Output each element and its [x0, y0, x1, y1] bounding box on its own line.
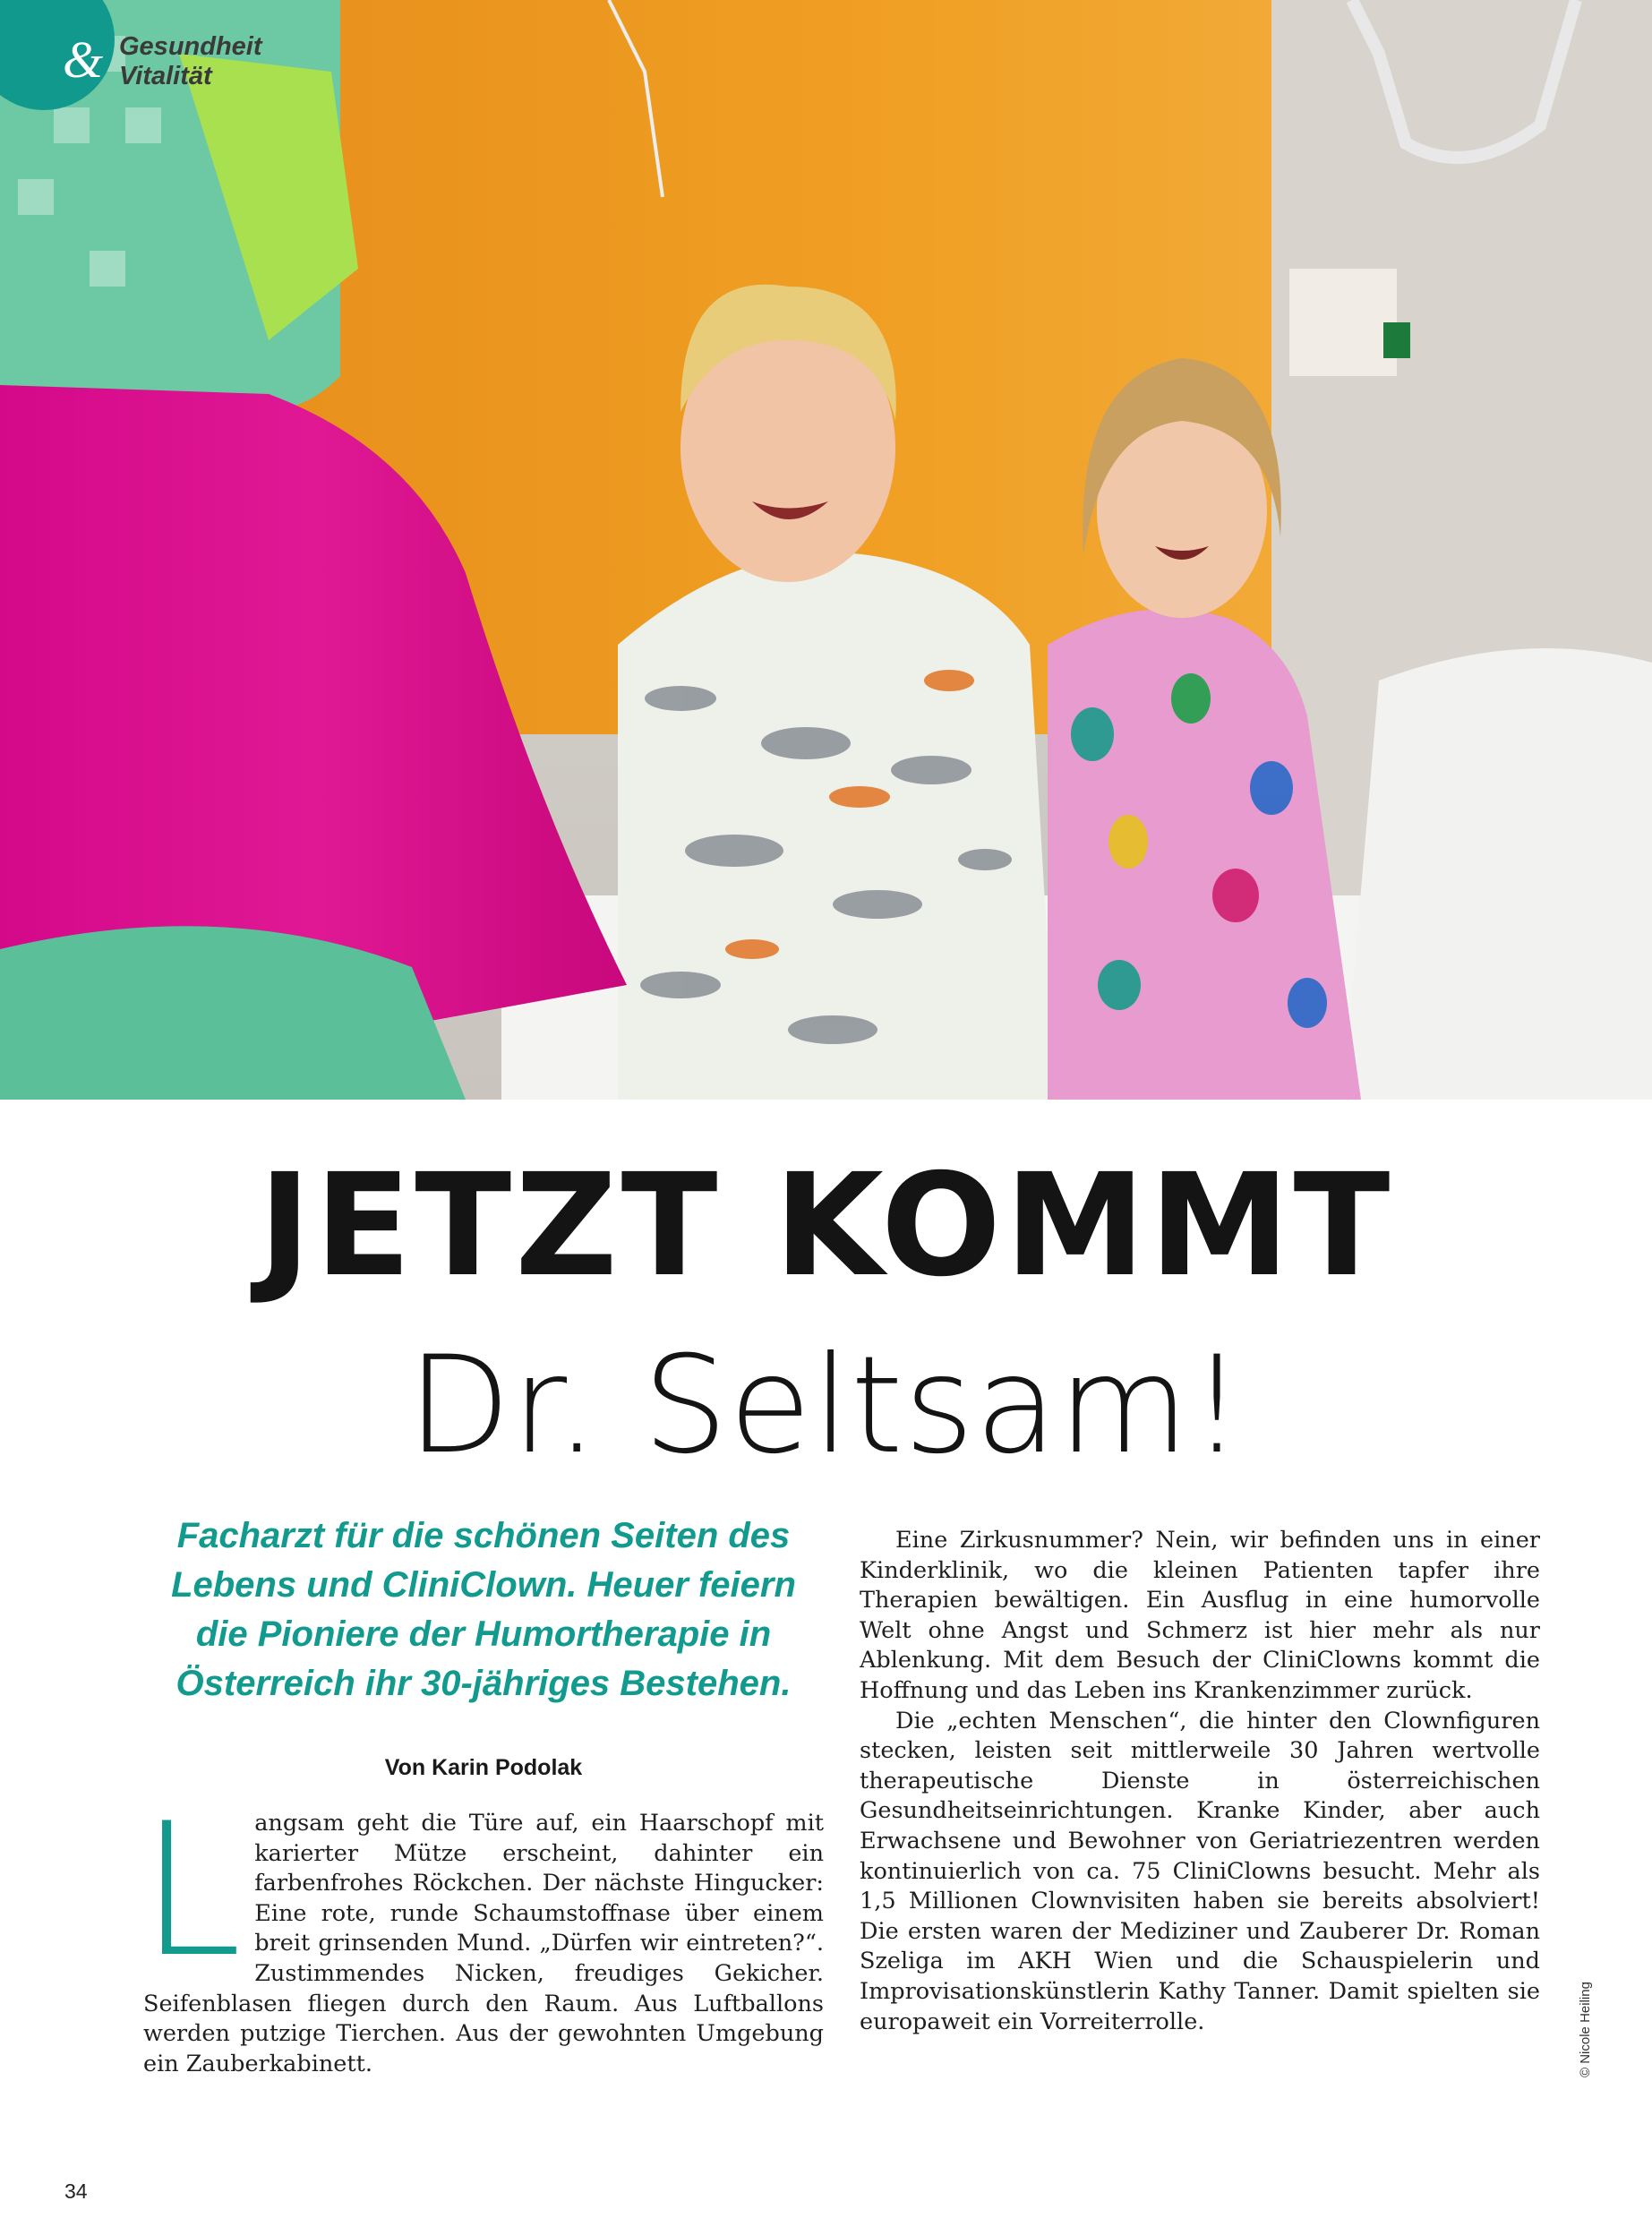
body-column-right [860, 1526, 1540, 2037]
hero-illustration [0, 0, 1652, 1100]
pillow [1343, 648, 1652, 1100]
wall-outlet [1289, 269, 1397, 376]
body-column-left [140, 1785, 824, 2079]
body-paragraph: Die „echten Menschen“, die hinter den Clownfiguren stecken, leisten seit mittlerweile 30 Jahren wertvolle therapeutische Dienste in österreichischen Gesundheitseinrichtungen. Kranke Kinder, aber auch Erwachsene und Bewohner von Geriatriezentren werden kontinuierlich von ca. 75 CliniClowns besucht. Mehr als 1,5 Millionen Clownvisiten haben sie bereits absolviert! Die ersten waren der Mediziner und Zauberer Dr. Roman Szeliga im AKH Wien und die Schauspielerin und Improvisationskünstlerin Kathy Tanner. Damit spielten sie europaweit ein Vorreiterrolle. [860, 1707, 1540, 2035]
hero-photo [0, 0, 1652, 1100]
section-ampersand: & [63, 30, 104, 89]
page-number: 34 [64, 2179, 88, 2203]
headline: JETZT KOMMT [258, 1143, 1394, 1308]
section-label-line1: Gesundheit [119, 32, 262, 61]
subheadline: Dr. Seltsam! [407, 1328, 1245, 1484]
dropcap: L [140, 1785, 243, 1998]
green-switch [1383, 322, 1410, 358]
section-label-line2: Vitalität [119, 62, 212, 90]
section-label [119, 32, 262, 91]
body-paragraph: Eine Zirkusnummer? Nein, wir befinden uns in einer Kinderklinik, wo die kleinen Patienten tapfer ihre Therapien bewältigen. Ein Ausflug in eine humorvolle Welt ohne Angst und Schmerz ist hier mehr als nur Ablenkung. Mit dem Besuch der CliniClowns kommt die Hoffnung und das Leben ins Krankenzimmer zurück. [860, 1527, 1540, 1704]
photo-credit: © Nicole Heiling [1578, 1982, 1593, 2077]
body-paragraph: angsam geht die Türe auf, ein Haarschopf mit karierter Mütze erscheint, dahinter ein farbenfrohes Röckchen. Der nächste Hingucker: Eine rote, runde Schaumstoffnase über einem breit grinsenden Mund. „Dürfen wir eintreten?“. Zustimmendes Nicken, freudiges Gekicher. Seifenblasen fliegen durch den Raum. Aus Luftballons werden putzige Tierchen. Aus der gewohnten Umgebung ein Zauberkabinett. [143, 1810, 824, 2077]
byline: Von Karin Podolak [384, 1755, 583, 1780]
lead-paragraph: Facharzt für die schönen Seiten des Lebens und CliniClown. Heuer feiern die Pioniere der Humortherapie in Österreich ihr 30-jähriges Bestehen. [171, 1516, 796, 1703]
